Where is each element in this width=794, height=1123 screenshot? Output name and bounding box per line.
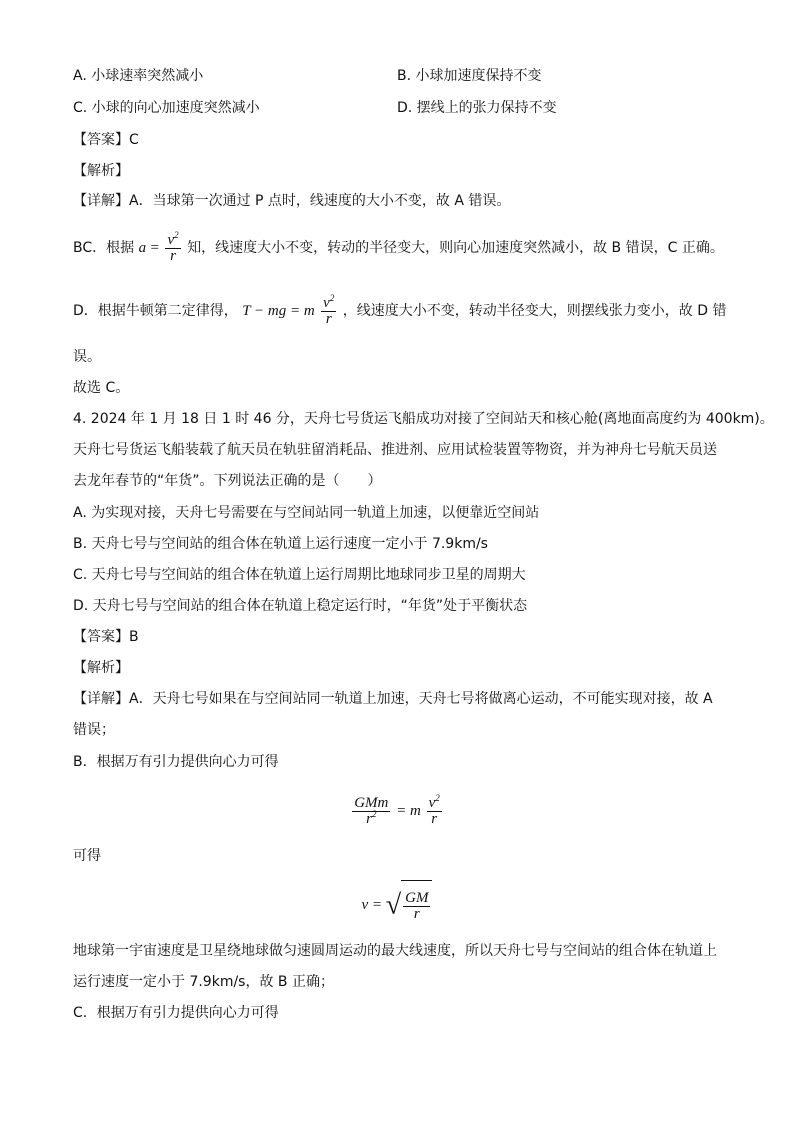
q3-d-text: ，线速度大小不变，转动半径变大，则摆线张力变小，故 D 错 xyxy=(342,303,727,319)
q4-eq1-num: GMm xyxy=(354,795,389,812)
q4-eq1-sup: 2 xyxy=(371,809,377,820)
q4-eq1-mid: = m xyxy=(396,803,421,819)
q3-bc-formula-eq: = xyxy=(150,240,160,256)
q4-equation-velocity xyxy=(0,880,794,931)
q3-d-fraction xyxy=(321,292,336,327)
q3-answer: 【答案】C xyxy=(73,132,139,148)
q4-stem-line-2: 天舟七号货运飞船装载了航天员在轨驻留消耗品、推进剂、应用试检装置等物资，并为神舟七号航天员送 xyxy=(73,442,717,458)
q4-stem-line-1: 4. 2024 年 1 月 18 日 1 时 46 分，天舟七号货运飞船成功对接了空间站天和核心舱(离地面高度约为 400km)。 xyxy=(73,411,774,427)
q3-option-d: D. 摆线上的张力保持不变 xyxy=(397,100,557,116)
q3-detail-bc xyxy=(73,225,724,271)
q4-eq2-sqrt xyxy=(386,880,433,931)
q4-detail-b-line-3: 运行速度一定小于 7.9km/s，故 B 正确； xyxy=(73,974,334,990)
q4-eq1-right-fraction xyxy=(427,793,442,828)
q3-bc-sup: 2 xyxy=(174,229,179,240)
q4-option-c: C. 天舟七号与空间站的组合体在轨道上运行周期比地球同步卫星的周期大 xyxy=(73,567,526,583)
q3-option-b: B. 小球加速度保持不变 xyxy=(397,68,542,84)
q3-d-formula-lhs: T − mg = m xyxy=(242,303,315,319)
q4-kede: 可得 xyxy=(73,848,101,864)
q3-d-sup: 2 xyxy=(329,292,335,303)
q4-eq2-num: GM xyxy=(405,890,429,907)
q3-option-c: C. 小球的向心加速度突然减小 xyxy=(73,100,260,116)
q3-analysis-label: 【解析】 xyxy=(73,163,129,179)
q3-bc-fraction xyxy=(165,229,180,264)
q3-bc-formula-num: v xyxy=(167,231,175,248)
q4-option-a: A. 为实现对接，天舟七号需要在与空间站同一轨道上加速，以便靠近空间站 xyxy=(73,505,540,521)
q4-stem-line-3: 去龙年春节的“年货”。下列说法正确的是（ ） xyxy=(73,473,382,489)
q3-d-formula-den: r xyxy=(325,310,332,327)
q4-detail-a-line-2: 错误； xyxy=(73,722,115,738)
q3-bc-formula-den: r xyxy=(170,247,176,264)
q3-d-formula-num: v xyxy=(323,294,330,311)
q4-detail-c-line-1: C．根据万有引力提供向心力可得 xyxy=(73,1005,279,1021)
q3-detail-d-cont: 误。 xyxy=(73,349,101,365)
q3-option-a: A. 小球速率突然减小 xyxy=(73,68,204,84)
q4-eq1-den: r xyxy=(366,811,372,828)
q4-detail-b-line-1: B．根据万有引力提供向心力可得 xyxy=(73,754,279,770)
q3-bc-formula-lhs: a xyxy=(138,240,147,256)
q4-eq2-fraction xyxy=(403,891,430,922)
q3-detail-d xyxy=(73,288,726,334)
q3-bc-text: 知，线速度大小不变，转动的半径变大，则向心加速度突然减小，故 B 错误，C 正确。 xyxy=(187,240,724,256)
sqrt-icon: √ xyxy=(385,889,402,921)
q4-option-b: B. 天舟七号与空间站的组合体在轨道上运行速度一定小于 7.9km/s xyxy=(73,536,488,552)
q4-eq1-num2: v xyxy=(428,795,436,812)
q3-conclusion: 故选 C。 xyxy=(73,380,130,396)
q4-detail-a-line-1: 【详解】A．天舟七号如果在与空间站同一轨道上加速，天舟七号将做离心运动，不可能实现对接，故 A xyxy=(73,691,713,707)
q4-eq1-left-fraction xyxy=(352,796,390,827)
q4-eq2-lhs: v = xyxy=(361,897,383,913)
q4-answer: 【答案】B xyxy=(73,629,139,645)
q3-detail-a: 【详解】A．当球第一次通过 P 点时，线速度的大小不变，故 A 错误。 xyxy=(73,193,511,209)
q3-bc-prefix: BC．根据 xyxy=(73,240,135,256)
q4-eq2-den: r xyxy=(413,906,420,923)
q4-equation-gravity xyxy=(0,788,794,834)
q4-eq1-den2: r xyxy=(431,811,438,828)
q4-eq1-sup2: 2 xyxy=(435,793,440,804)
q3-d-prefix: D．根据牛顿第二定律得， xyxy=(73,303,238,319)
q4-option-d: D. 天舟七号与空间站的组合体在轨道上稳定运行时，“年货”处于平衡状态 xyxy=(73,598,528,614)
q4-analysis-label: 【解析】 xyxy=(73,660,129,676)
q4-detail-b-line-2: 地球第一宇宙速度是卫星绕地球做匀速圆周运动的最大线速度，所以天舟七号与空间站的组合体在轨道上 xyxy=(73,943,717,959)
